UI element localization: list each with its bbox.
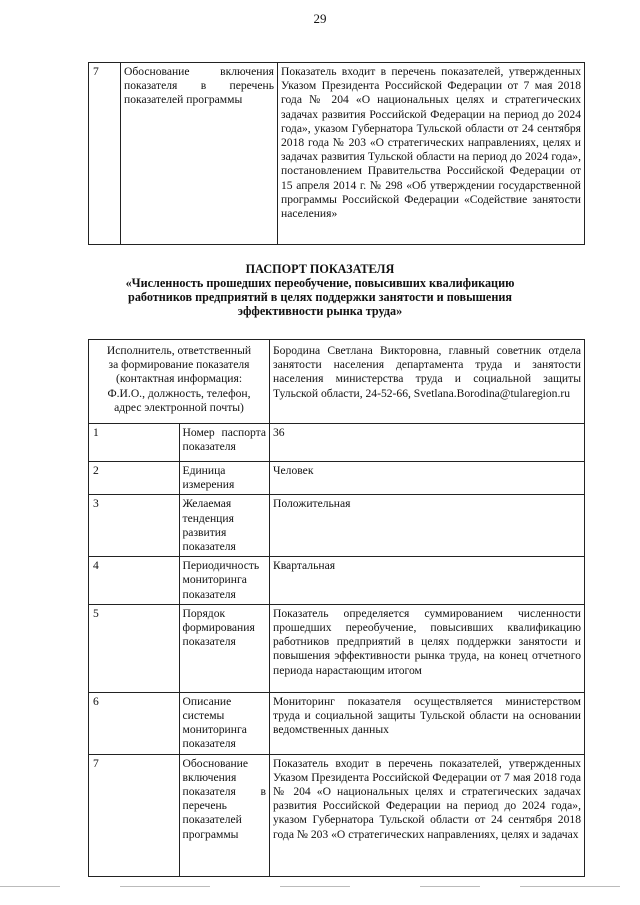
executor-label	[89, 340, 270, 424]
scan-artifact-line	[0, 886, 60, 887]
passport-subtitle-line-3: эффективности рынка труда»	[237, 304, 403, 318]
row-label: Порядок формирования показателя	[179, 604, 270, 692]
table-row	[89, 63, 585, 245]
row-label: Обоснование включения показателя в перечень показателей программы	[121, 63, 278, 245]
table-row	[89, 495, 585, 557]
row-number: 7	[89, 754, 180, 876]
row-number: 3	[89, 495, 180, 557]
passport-subtitle-line-1: «Численность прошедших переобучение, повысивших квалификацию	[125, 276, 515, 290]
executor-value: Бородина Светлана Викторовна, главный советник отдела занятости населения департамента труда и занятости населения министерства труда и социальной защиты Тульской области, 24-52-66, Svetlana.Borodina@tularegion.ru	[270, 340, 585, 424]
row-number: 7	[89, 63, 121, 245]
row-value: Квартальная	[270, 557, 585, 605]
row-value: Показатель входит в перечень показателей, утвержденных Указом Президента Российской Федерации от 7 мая 2018 года № 204 «О национальных целях и стратегических задачах развития Российской Федерации на период до 2024 года», указом Губернатора Тульской области от 24 сентября 2018 года № 203 «О стратегических направлениях, целях и задачах	[270, 754, 585, 876]
row-number: 4	[89, 557, 180, 605]
passport-subtitle-line-2: работников предприятий в целях поддержки занятости и повышения	[128, 290, 512, 304]
row-number: 1	[89, 424, 180, 462]
scan-artifact-line	[120, 886, 210, 887]
executor-label-line: за формирование показателя	[108, 358, 250, 372]
top-table	[88, 62, 585, 245]
row-value: Показатель определяется суммированием численности прошедших переобучение, повысивших квалификацию работников предприятий в целях поддержки занятости и повышения эффективности рынка труда, на конец отчетного периода нарастающим итогом	[270, 604, 585, 692]
row-label: Единица измерения	[179, 462, 270, 495]
row-label: Описание системы мониторинга показателя	[179, 692, 270, 754]
row-label: Номер паспорта показателя	[179, 424, 270, 462]
scan-artifact-line	[420, 886, 480, 887]
table-row	[89, 462, 585, 495]
scan-artifact-line	[280, 886, 350, 887]
row-value: 36	[270, 424, 585, 462]
table-row	[89, 754, 585, 876]
table-row	[89, 692, 585, 754]
table-row	[89, 604, 585, 692]
row-label: Обоснование включения показателя в перечень показателей программы	[179, 754, 270, 876]
scan-artifact-line	[520, 886, 620, 887]
passport-table	[88, 339, 585, 877]
executor-label-line: Ф.И.О., должность, телефон,	[107, 386, 251, 400]
page-number: 29	[313, 11, 327, 26]
row-number: 6	[89, 692, 180, 754]
row-value: Показатель входит в перечень показателей, утвержденных Указом Президента Российской Федерации от 7 мая 2018 года № 204 «О национальных целях и стратегических задачах развития Российской Федерации на период до 2024 года», указом Губернатора Тульской области от 24 сентября 2018 года № 203 «О стратегических направлениях, целях и задачах развития Тульской области на период до 2024 года», постановлением Правительства Российской Федерации от 15 апреля 2014 г. № 298 «Об утверждении государственной программы Российской Федерации «Содействие занятости населения»	[278, 63, 585, 245]
executor-label-line: адрес электронной почты)	[114, 400, 244, 414]
row-value: Положительная	[270, 495, 585, 557]
row-value: Мониторинг показателя осуществляется министерством труда и социальной защиты Тульской области на основании ведомственных данных	[270, 692, 585, 754]
row-number: 5	[89, 604, 180, 692]
executor-row	[89, 340, 585, 424]
row-value: Человек	[270, 462, 585, 495]
row-number: 2	[89, 462, 180, 495]
row-label: Периодичность мониторинга показателя	[179, 557, 270, 605]
executor-label-line: Исполнитель, ответственный	[106, 344, 252, 357]
table-row	[89, 424, 585, 462]
table-row	[89, 557, 585, 605]
row-label: Желаемая тенденция развития показателя	[179, 495, 270, 557]
executor-label-line: (контактная информация:	[115, 372, 243, 386]
passport-title: ПАСПОРТ ПОКАЗАТЕЛЯ	[245, 262, 395, 276]
